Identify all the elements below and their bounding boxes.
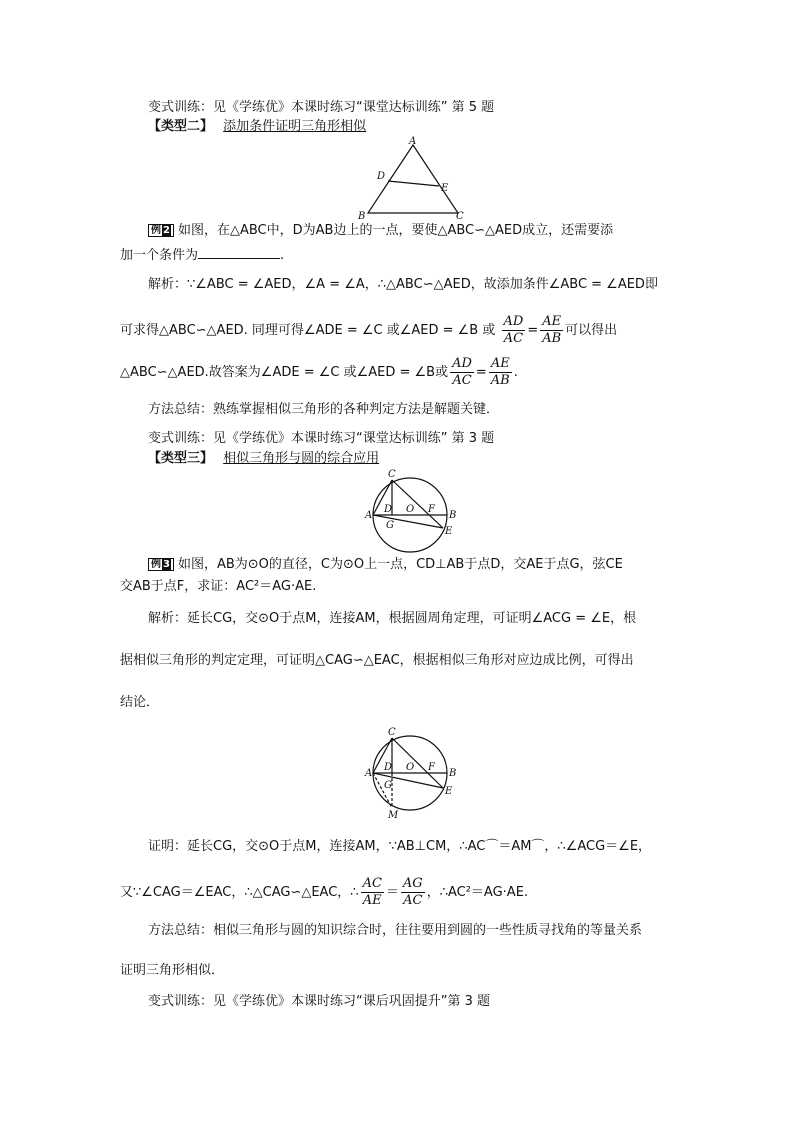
solution2-line3 — [120, 356, 518, 389]
segment-de — [388, 181, 439, 186]
triangle-figure — [355, 136, 475, 220]
label-e: E — [441, 183, 449, 194]
proof-line2 — [120, 876, 528, 909]
example2-period: . — [280, 248, 285, 263]
label-a: A — [365, 768, 373, 779]
method-summary-2-line2: 证明三角形相似． — [120, 963, 225, 978]
equals-sign-2: = — [475, 365, 487, 380]
label-f: F — [428, 762, 435, 773]
solution2-text2a: 可求得△ABC∽△AED. 同理可得∠ADE = ∠C 或∠AED = ∠B 或 — [120, 323, 496, 338]
fraction-ad-ac-2: $\frac{AD}{AC}$ — [452, 356, 472, 388]
training-note-1: 变式训练：见《学练优》本课时练习“课堂达标训练” 第 5 题 — [148, 100, 495, 115]
label-e: E — [445, 786, 453, 797]
label-g: G — [386, 520, 394, 531]
solution2-period: . — [513, 365, 518, 380]
proof-text2b: ，∴AC²＝AG·AE. — [426, 885, 529, 900]
example2-line1 — [148, 222, 613, 240]
label-c: C — [456, 211, 464, 222]
circle-figure-2 — [364, 726, 464, 822]
example2-text2: 加一个条件为 — [120, 248, 199, 263]
example3-line1 — [148, 556, 623, 574]
solution2-text2b: 可以得出 — [565, 323, 618, 338]
solution2-line1: 解析：∵∠ABC = ∠AED，∠A = ∠A，∴△ABC∽△AED，故添加条件∠ABC = ∠AED即 — [148, 277, 658, 292]
label-c: C — [388, 727, 396, 738]
example2-line2 — [120, 246, 284, 265]
label-e: E — [445, 526, 453, 537]
fraction-ag-ac: $\frac{AG}{AC}$ — [402, 876, 423, 908]
type3-title: 相似三角形与圆的综合应用 — [223, 451, 380, 466]
solution2-text3a: △ABC∽△AED.故答案为∠ADE = ∠C 或∠AED = ∠B或 — [120, 365, 449, 380]
type2-tag: 【类型二】 — [148, 119, 214, 134]
proof-text2a: 又∵∠CAG＝∠EAC，∴△CAG∽△EAC，∴ — [120, 885, 359, 900]
method-summary-2-line1: 方法总结：相似三角形与圆的知识综合时，往往要用到圆的一些性质寻找角的等量关系 — [148, 923, 643, 938]
label-b: B — [358, 211, 366, 222]
fraction-ac-ae: $\frac{AC}{AE}$ — [362, 876, 382, 908]
solution3-line3: 结论． — [120, 695, 160, 710]
label-d: D — [384, 762, 393, 773]
fraction-ae-ab: $\frac{AE}{AB}$ — [542, 314, 562, 346]
label-a: A — [409, 136, 417, 147]
label-m: M — [388, 810, 399, 821]
label-d: D — [384, 504, 393, 515]
solution3-line1: 解析：延长CG，交⊙O于点M，连接AM，根据圆周角定理，可证明∠ACG = ∠E，根 — [148, 611, 637, 626]
example3-line2: 交AB于点F，求证：AC²＝AG·AE. — [120, 579, 317, 594]
label-o: O — [406, 504, 415, 515]
label-f: F — [428, 504, 435, 515]
proof-line1: 证明：延长CG，交⊙O于点M，连接AM，∵AB⊥CM，∴AC⌒＝AM⌒，∴∠ACG＝∠E， — [148, 839, 652, 854]
label-g: G — [384, 780, 392, 791]
circle-figure-1 — [364, 468, 464, 554]
type2-title: 添加条件证明三角形相似 — [223, 119, 367, 134]
type3-tag: 【类型三】 — [148, 451, 214, 466]
example2-text1: 如图，在△ABC中，D为AB边上的一点，要使△ABC∽△AED成立，还需要添 — [177, 223, 614, 238]
type2-heading — [148, 118, 366, 136]
type3-heading — [148, 450, 379, 468]
proof-equals: ＝ — [385, 885, 399, 900]
chord-ce — [392, 480, 443, 528]
solution2-line2 — [120, 314, 617, 347]
chord-ae — [373, 515, 443, 528]
example3-text1: 如图，AB为⊙O的直径，C为⊙O上一点，CD⊥AB于点D，交AE于点G，弦CE — [177, 557, 623, 572]
label-a: A — [365, 510, 373, 521]
label-d: D — [377, 171, 386, 182]
label-b: B — [449, 768, 457, 779]
fraction-ae-ab-2: $\frac{AE}{AB}$ — [490, 356, 510, 388]
solution3-line2: 据相似三角形的判定定理，可证明△CAG∽△EAC，根据相似三角形对应边成比例，可得出 — [120, 653, 634, 668]
training-note-3: 变式训练：见《学练优》本课时练习“课后巩固提升”第 3 题 — [148, 994, 491, 1009]
training-note-2: 变式训练：见《学练优》本课时练习“课堂达标训练” 第 3 题 — [148, 431, 495, 446]
fraction-ad-ac: $\frac{AD}{AC}$ — [503, 314, 524, 346]
label-c: C — [388, 469, 396, 480]
method-summary-1: 方法总结：熟练掌握相似三角形的各种判定方法是解题关键． — [148, 402, 500, 417]
label-o: O — [406, 762, 415, 773]
label-b: B — [449, 510, 457, 521]
example2-badge: 例 2 — [148, 224, 174, 237]
example3-badge: 例 3 — [148, 558, 174, 571]
equals-sign: = — [527, 323, 539, 338]
answer-blank — [198, 246, 280, 259]
